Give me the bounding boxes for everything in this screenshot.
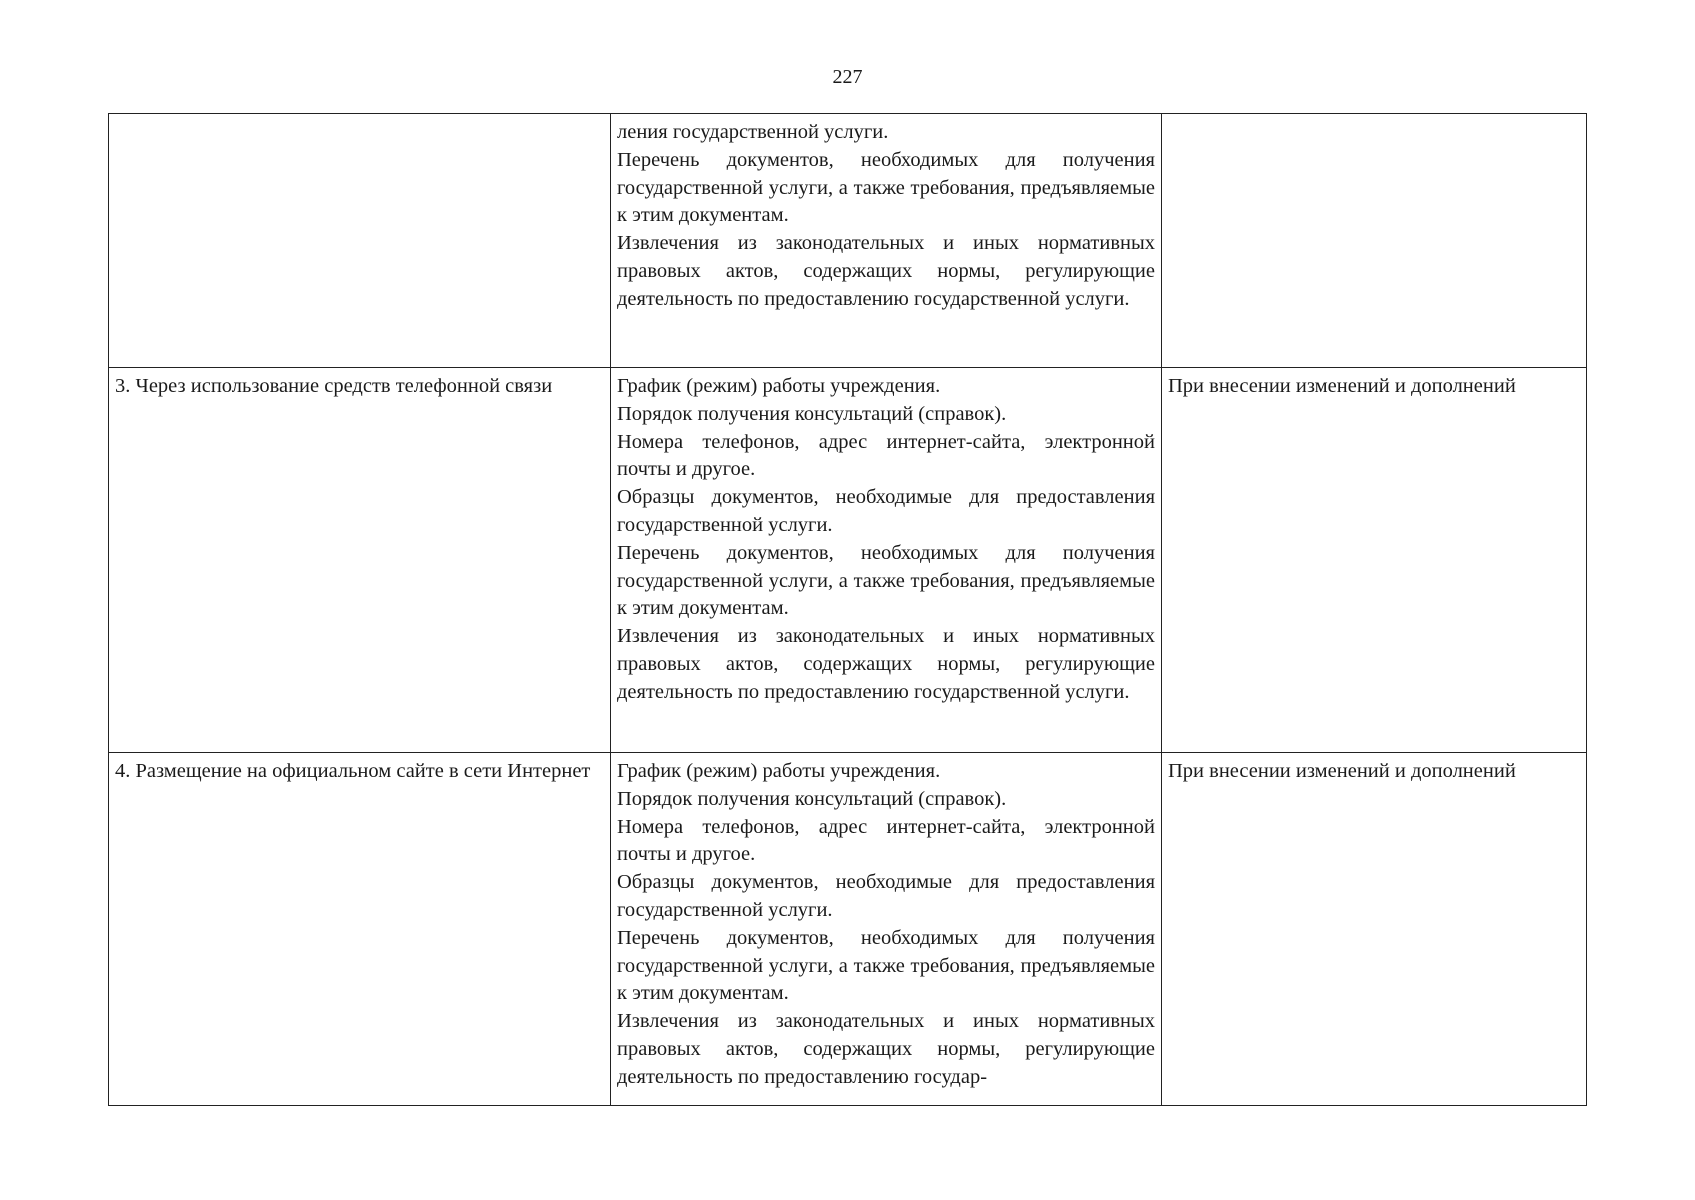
content-paragraph: Перечень документов, необходимых для получения государственной услуги, а также требования, предъявляемые к этим документам.: [617, 541, 1155, 620]
content-paragraph: Порядок получения консультаций (справок).: [617, 787, 1007, 810]
method-cell: [109, 114, 611, 368]
content-cell: [611, 753, 1162, 1106]
content-cell: [611, 368, 1162, 753]
period-cell: [1162, 114, 1587, 368]
content-paragraph: ления государственной услуги.: [617, 121, 889, 143]
table-row: [109, 114, 1587, 368]
content-paragraph: Образцы документов, необходимые для предоставления государственной услуги.: [617, 486, 1155, 536]
method-cell: 3. Через использование средств телефонной связи: [109, 368, 611, 753]
content-paragraph: График (режим) работы учреждения.: [617, 375, 941, 397]
content-paragraph: График (режим) работы учреждения.: [617, 760, 941, 782]
content-paragraph: Номера телефонов, адрес интернет-сайта, электронной почты и другое.: [617, 430, 1155, 481]
table-row: [109, 368, 1587, 753]
content-paragraph: Извлечения из законодательных и иных нормативных правовых актов, содержащих нормы, регулирующие деятельность по предоставлению государ-: [617, 1010, 1155, 1088]
content-paragraph: Перечень документов, необходимых для получения государственной услуги, а также требования, предъявляемые к этим документам.: [617, 148, 1155, 227]
content-paragraph: Порядок получения консультаций (справок).: [617, 402, 1007, 425]
information-methods-table: [108, 113, 1587, 1106]
method-cell: 4. Размещение на официальном сайте в сети Интернет: [109, 753, 611, 1106]
content-paragraph: Извлечения из законодательных и иных нормативных правовых актов, содержащих нормы, регулирующие деятельность по предоставлению государственной услуги.: [617, 625, 1155, 703]
page-number: 227: [832, 66, 863, 88]
content-cell: [611, 114, 1162, 368]
content-paragraph: Извлечения из законодательных и иных нормативных правовых актов, содержащих нормы, регулирующие деятельность по предоставлению государственной услуги.: [617, 232, 1155, 310]
content-paragraph: Номера телефонов, адрес интернет-сайта, электронной почты и другое.: [617, 815, 1155, 866]
period-cell: При внесении изменений и дополнений: [1162, 753, 1587, 1106]
period-cell: При внесении изменений и дополнений: [1162, 368, 1587, 753]
content-paragraph: Образцы документов, необходимые для предоставления государственной услуги.: [617, 871, 1155, 921]
table-row: [109, 753, 1587, 1106]
content-paragraph: Перечень документов, необходимых для получения государственной услуги, а также требования, предъявляемые к этим документам.: [617, 926, 1155, 1005]
